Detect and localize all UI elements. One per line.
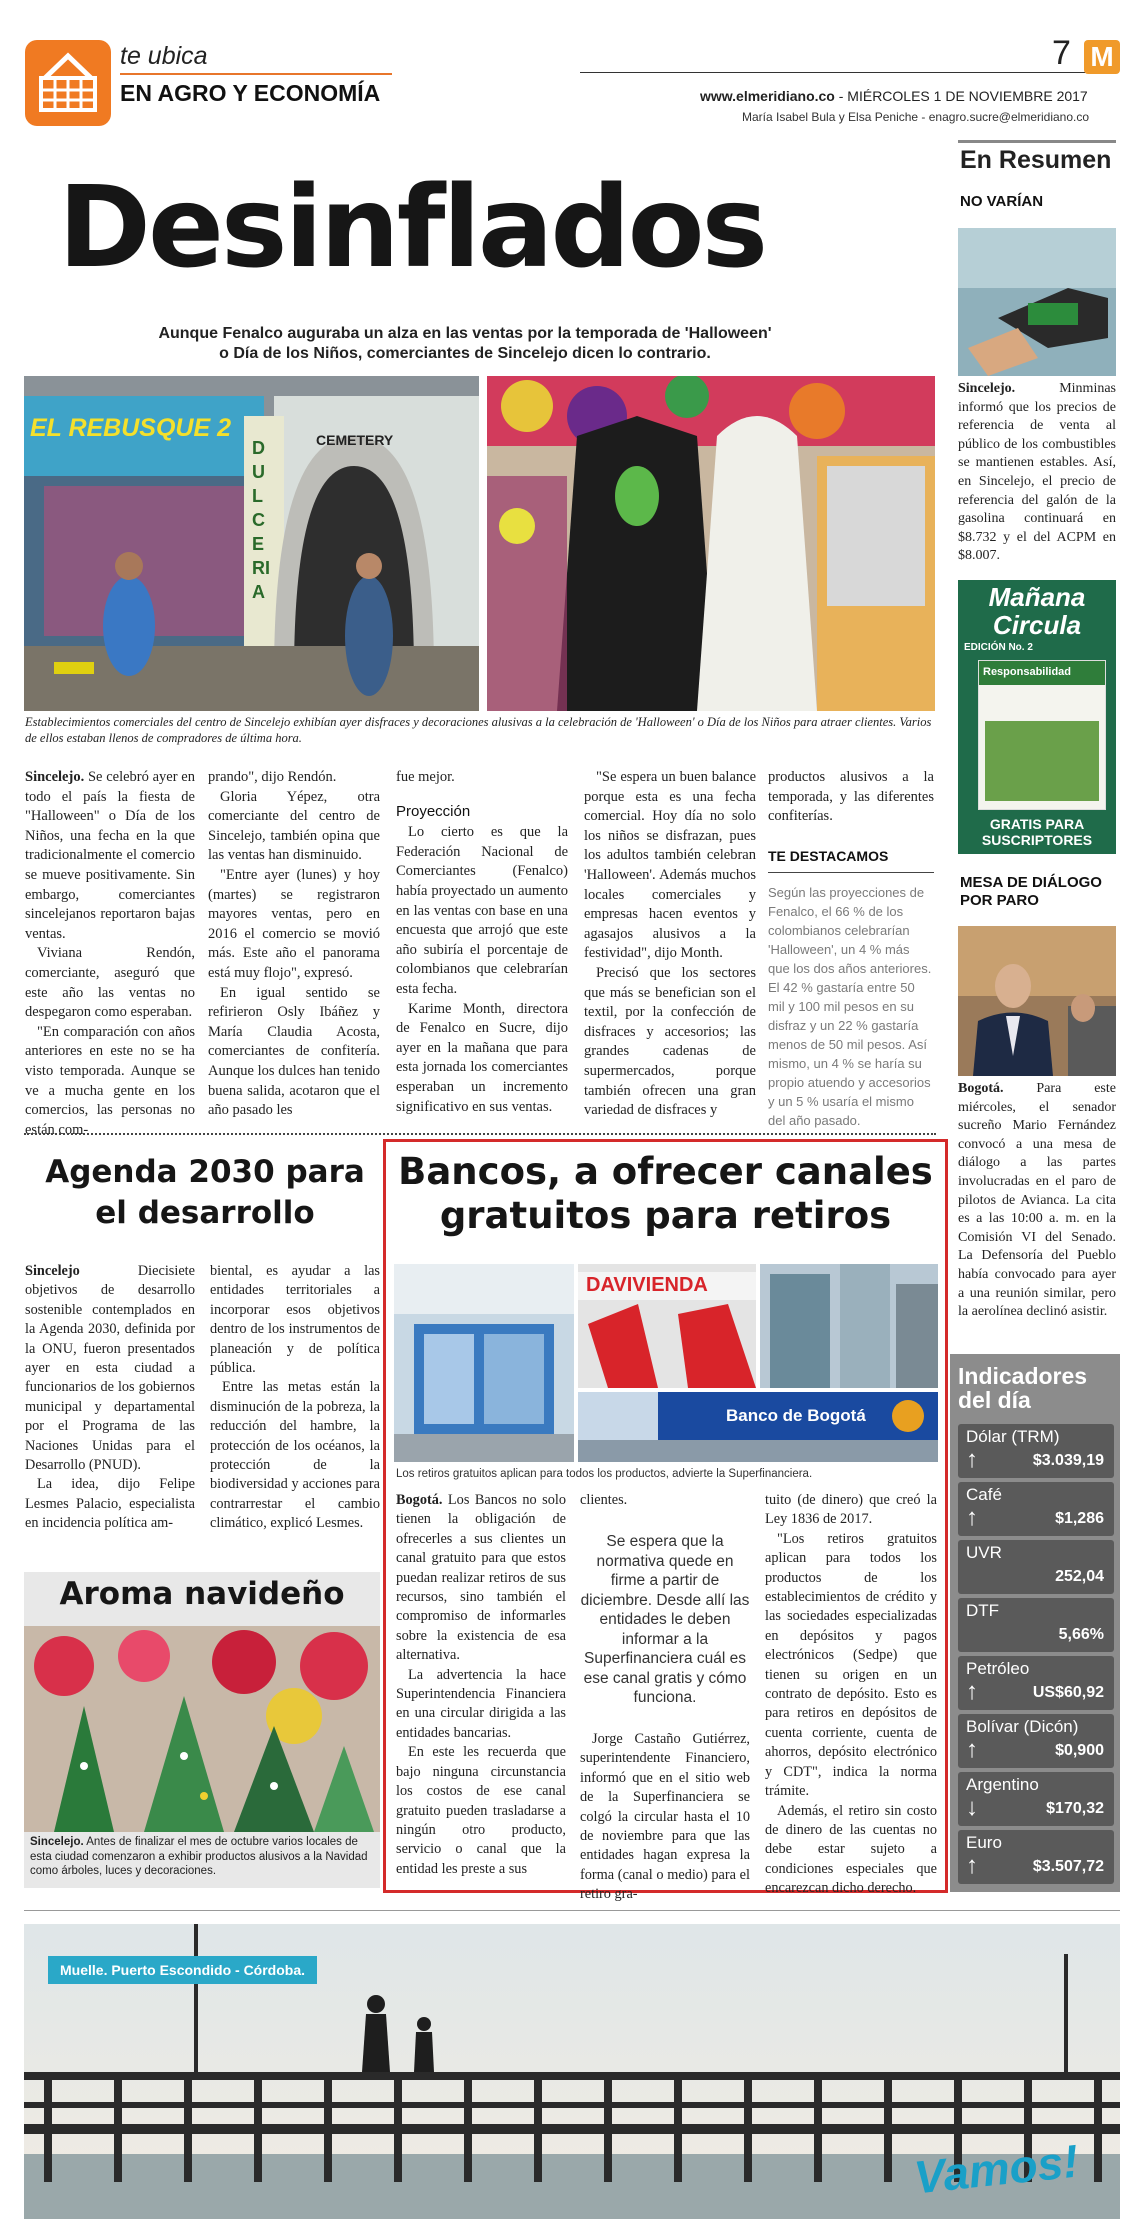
- sidebar-s2-text: [958, 1080, 1116, 1322]
- indicator-value: 5,66%: [1058, 1626, 1104, 1643]
- main-col2-p2: Gloria Yépez, otra comerciante del centro de Sincelejo, también opina que las ventas han disminuido.: [208, 788, 380, 864]
- main-col-2: [208, 768, 380, 1121]
- indicator-uvr: [958, 1540, 1114, 1594]
- main-dateline: Sincelejo.: [25, 769, 85, 785]
- main-col4-p1: "Se espera un buen balance porque esta es una fecha comercial. Hoy día no solo los niños se disfrazan, pues los adultos también celebran 'Halloween'. Además muchos locales comerciales y empresas hacen eventos y agasajos alusivos a la festividad", dijo Month.: [584, 769, 756, 962]
- main-col3-p1: fue mejor.: [396, 769, 455, 785]
- indicator-name: DTF: [966, 1601, 1000, 1620]
- agenda-c1b: La idea, dijo Felipe Lesmes Palacio, especialista en incidencia política am-: [25, 1476, 195, 1532]
- store-sign-vertical: DULCERIA: [252, 438, 270, 602]
- bancos-c3a: tuito (de dinero) que creó la Ley 1836 de 2017.: [765, 1492, 937, 1528]
- indicator-dolar: [958, 1424, 1114, 1478]
- indicator-value: 252,04: [1055, 1568, 1104, 1585]
- promo-title-1: Mañana: [988, 582, 1086, 612]
- bancos-photo-buildings: [760, 1264, 938, 1388]
- arrow-up-icon: ↑: [966, 1446, 978, 1473]
- bancos-caption: Los retiros gratuitos aplican para todos los productos, advierte la Superfinanciera.: [396, 1468, 813, 1480]
- bancos-col-2: [580, 1491, 750, 1905]
- main-col-4: [584, 768, 756, 1121]
- sidebar-photo-senator: [958, 926, 1116, 1076]
- promo-title-2: Circula: [992, 610, 1082, 640]
- promo-magazine-cover: [978, 660, 1106, 810]
- indicator-name: Café: [966, 1485, 1002, 1504]
- main-col3-p3: Karime Month, directora de Fenalco en Sucre, dijo ayer en la mañana que para esta jornada los comerciantes esperaban un incremento significativo en sus ventas.: [396, 1000, 568, 1115]
- sidebar-s1-lead: Sincelejo.: [958, 381, 1016, 396]
- indicator-dtf: [958, 1598, 1114, 1652]
- main-col2-p1: prando", dijo Rendón.: [208, 769, 337, 785]
- aroma-title: Aroma navideño: [59, 1576, 345, 1612]
- indicator-value: $3.507,72: [1032, 1858, 1104, 1875]
- authors: María Isabel Bula y Elsa Peniche - enagro.sucre@elmeridiano.co: [742, 110, 1090, 124]
- main-photo-costumes: [487, 376, 935, 711]
- te-destacamos-head: TE DESTACAMOS: [768, 847, 934, 874]
- sidebar-s1-text: [958, 380, 1116, 566]
- main-headline: Desinflados: [58, 163, 766, 293]
- banner-label: Muelle. Puerto Escondido - Córdoba.: [48, 1956, 317, 1984]
- main-col4-p2: Precisó que los sectores que más se benefician son el textil, por la confección de disfraces y accesorios; las grandes cadenas de supermercados, porque también ofrecen una gran variedad de disfraces y: [584, 964, 756, 1119]
- main-col2-p4: En igual sentido se refirieron Osly Ibáñez y María Claudia Acosta, comerciantes de confitería. Aunque los dulces han tenido buena salida, acotaron que el año pasado les: [208, 984, 380, 1119]
- main-col1-p3: "En comparación con años anteriores en este no se ha visto temporada. Aunque se ve a mucha gente en los comercios, las personas no están com-: [25, 1023, 195, 1138]
- main-col5-p1: productos alusivos a la temporada, y las diferentes confiterías.: [768, 769, 934, 825]
- bottom-rule: [24, 1910, 1120, 1911]
- section-divider: [120, 73, 392, 75]
- sidebar-s1-head: NO VARÍAN: [960, 193, 1044, 210]
- main-col2-p3: "Entre ayer (lunes) y hoy (martes) se registraron mayores ventas, pero en 2016 el comercio se movió más. Este año el panorama está muy flojo", expresó.: [208, 866, 380, 981]
- indicator-name: Bolívar (Dicón): [966, 1717, 1079, 1736]
- sidebar-photo-gas: [958, 228, 1116, 376]
- indicator-name: Euro: [966, 1833, 1002, 1852]
- page-number: 7: [1052, 34, 1071, 72]
- main-col-1: [25, 768, 195, 1140]
- indicator-cafe: [958, 1482, 1114, 1536]
- main-subhead: [25, 324, 905, 364]
- dateline: [700, 88, 1088, 104]
- promo-box[interactable]: [958, 580, 1116, 854]
- main-col1-p2: Viviana Rendón, comerciante, aseguró que este año las ventas no despegaron como esperaban.: [25, 945, 195, 1021]
- bancos-title-2: gratuitos para retiros: [439, 1194, 892, 1237]
- indicator-name: Petróleo: [966, 1659, 1030, 1678]
- promo-cover-image: [985, 721, 1099, 801]
- newspaper-logo-letter: M: [1090, 41, 1114, 72]
- indicator-name: Argentino: [966, 1775, 1039, 1794]
- agenda-col-1: [25, 1262, 195, 1534]
- sidebar-s2-body: Para este miércoles, el senador sucreño Mario Fernández convocó a una mesa de diálogo a las partes involucradas en el paro de pilotos de Avianca. La cita es a las 10:00 a. m. en la Comisión VI del Senado. La Defensoría del Pueblo había convocado para ayer a una reunión similar, pero la aerolínea declinó asistir.: [958, 1081, 1116, 1320]
- davivienda-sign: DAVIVIENDA: [586, 1274, 708, 1296]
- indicator-euro: [958, 1830, 1114, 1884]
- bancos-c2b: Jorge Castaño Gutiérrez, superintendente Financiero, informó que en el sitio web de la Superfinanciera se colgó la circular hasta el 10 de noviembre para que las entidades hagan expresa la forma (canal o medio) para el retiro gra-: [580, 1730, 750, 1903]
- sidebar-s2-head: MESA DE DIÁLOGO POR PARO: [960, 874, 1102, 909]
- banner-photo-pier: [24, 1924, 1120, 2219]
- indicator-bolivar: [958, 1714, 1114, 1768]
- aroma-caption-body: Antes de finalizar el mes de octubre varios locales de esta ciudad comenzaron a exhibir productos alusivos a la Navidad como árboles, luces y decoraciones.: [30, 1836, 368, 1877]
- arrow-up-icon: ↑: [966, 1504, 978, 1531]
- sidebar-s2-lead: Bogotá.: [958, 1081, 1004, 1096]
- bancos-photo-bogota: [578, 1392, 938, 1462]
- bancos-col-3: [765, 1491, 937, 1899]
- main-photo-caption: Establecimientos comerciales del centro de Sincelejo exhibían ayer disfraces y decoraciones alusivas a la celebración de 'Halloween' o Día de los Niños para atraer clientes. Varios de ellos estaban llenos de compradores de última hora.: [25, 715, 932, 745]
- te-destacamos-text: Según las proyecciones de Fenalco, el 66 % de los colombianos celebrarían 'Halloween', un 4 % más que los dos años anteriores. El 42 % gastaría entre 50 mil y 100 mil pesos en su disfraz y un 22 % gastaría menos de 50 mil pesos. Así mismo, un 4 % se haría su propio atuendo y accesorios y un 5 % usaría el mismo del año pasado.: [768, 885, 932, 1129]
- main-subhead-line1: Aunque Fenalco auguraba un alza en las ventas por la temporada de 'Halloween': [158, 325, 772, 342]
- date: - MIÉRCOLES 1 DE NOVIEMBRE 2017: [834, 88, 1088, 104]
- agenda-title-2: el desarrollo: [95, 1195, 315, 1231]
- store-sign: EL REBUSQUE 2: [30, 414, 231, 442]
- sidebar-top-rule: [958, 140, 1116, 143]
- indicator-name: UVR: [966, 1543, 1002, 1562]
- agenda-c2b: Entre las metas están la disminución de la pobreza, la reducción del hambre, la protección de los océanos, la protección de la biodiversidad y acciones para contrarrestar el cambio climático, explicó Lesmes.: [210, 1379, 380, 1532]
- main-subhead-line2: o Día de los Niños, comerciantes de Sincelejo dicen lo contrario.: [219, 345, 711, 362]
- agenda-c1: Diecisiete objetivos de desarrollo sostenible contemplados en la Agenda 2030, definida por la ONU, fueron presentados ayer en esta ciudad a funcionarios de los gobiernos municipal y departamental por el Programa de las Naciones Unidas para el Desarrollo (PNUD).: [25, 1263, 195, 1474]
- indicator-name: Dólar (TRM): [966, 1427, 1060, 1446]
- indicators-title-2: del día: [958, 1387, 1031, 1413]
- sidebar-title: En Resumen: [960, 146, 1112, 174]
- store-sign-arch: CEMETERY: [316, 432, 394, 448]
- aroma-caption: [30, 1835, 376, 1879]
- indicator-value: US$60,92: [1032, 1684, 1104, 1701]
- bancos-c1c: En este les recuerda que bajo ninguna circunstancia los costos de ese canal gratuito pueden trasladarse a ningún otro producto, servicio o canal que la entidad les preste a sus: [396, 1744, 566, 1877]
- indicator-value: $170,32: [1046, 1800, 1104, 1817]
- aroma-photo: [24, 1626, 380, 1832]
- bancos-dateline: Bogotá.: [396, 1492, 443, 1508]
- main-col1-p1: Se celebró ayer en todo el país la fiesta de "Halloween" o Día de los Niños, una fecha en la que tradicionalmente el comercio se mueve positivamente. Sin embargo, comerciantes sincelejanos reportaron bajas ventas.: [25, 769, 195, 942]
- agenda-c2: biental, es ayudar a las entidades territoriales a incorporar esos objetivos dentro de los instrumentos de planeación y de política pública.: [210, 1263, 380, 1377]
- banner-logo: Vamos!: [911, 2134, 1081, 2204]
- main-col3-p2: Lo cierto es que la Federación Nacional de Comerciantes (Fenalco) había proyectado un aumento en las ventas con base en una encuesta que arrojó que este año subiría el porcentaje de colombianos que celebrarían esta fecha.: [396, 824, 568, 997]
- aroma-caption-lead: Sincelejo.: [30, 1836, 84, 1848]
- indicators-title-1: Indicadores: [958, 1363, 1088, 1389]
- bancos-c2a: clientes.: [580, 1492, 628, 1508]
- indicator-value: $0,900: [1055, 1742, 1104, 1759]
- bancos-c1: Los Bancos no solo tienen la obligación de ofrecerles a sus clientes un canal gratuito para que estos puedan realizar retiros de sus recursos, sino también el compromiso de informarles sobre la existencia de esa alternativa.: [396, 1492, 566, 1664]
- promo-footer: GRATIS PARA SUSCRIPTORES: [981, 816, 1093, 848]
- bogota-sign: Banco de Bogotá: [726, 1406, 866, 1425]
- section-logo-icon: [25, 40, 111, 126]
- indicator-value: $3.039,19: [1032, 1452, 1104, 1469]
- agenda-dateline: Sincelejo: [25, 1263, 80, 1279]
- bancos-title: [388, 1150, 943, 1238]
- newspaper-logo: [1084, 40, 1120, 74]
- bancos-photo-davivienda: [578, 1264, 756, 1388]
- agenda-title: [25, 1152, 385, 1234]
- agenda-title-1: Agenda 2030 para: [45, 1154, 365, 1190]
- indicators-title: [958, 1364, 1087, 1412]
- promo-edition: EDICIÓN No. 2: [964, 642, 1033, 653]
- indicator-argentino: [958, 1772, 1114, 1826]
- arrow-up-icon: ↑: [966, 1852, 978, 1879]
- header-rule: [580, 72, 1100, 73]
- main-photo-storefront: [24, 376, 479, 711]
- indicator-value: $1,286: [1055, 1510, 1104, 1527]
- bancos-col-1: [396, 1491, 566, 1879]
- arrow-up-icon: ↑: [966, 1736, 978, 1763]
- section-separator: [24, 1133, 936, 1135]
- indicator-petroleo: [958, 1656, 1114, 1710]
- section-tagline: te ubica: [120, 42, 208, 70]
- agenda-col-2: [210, 1262, 380, 1534]
- bancos-c1b: La advertencia la hace Superintendencia Financiera en una circular dirigida a las entidades bancarias.: [396, 1666, 566, 1741]
- main-col-5: [768, 768, 934, 1130]
- bancos-c3b: "Los retiros gratuitos aplican para todos los productos de los establecimientos de crédito y las sociedades especializadas en depósitos y pagos electrónicos (Sedpe) que tienen su origen en un contrato de depósito. Esto es para retiros en depósitos de cuenta corriente, cuenta de ahorros, depósito electrónico y CDT", indica la norma trámite.: [765, 1530, 937, 1800]
- bancos-photo-branch: [394, 1264, 574, 1462]
- main-subhead-proyeccion: Proyección: [396, 802, 471, 820]
- section-title: EN AGRO Y ECONOMÍA: [120, 80, 381, 106]
- promo-cover-title: Responsabilidad: [983, 666, 1072, 678]
- arrow-down-icon: ↓: [966, 1794, 978, 1821]
- sidebar-s1-body: Minminas informó que los precios de referencia de venta al público de los combustibles se mantienen estables. Así, en Sincelejo, el precio de referencia del galón de la gasolina continuará en $8.732 y el del ACPM en $8.007.: [958, 381, 1116, 564]
- website: www.elmeridiano.co: [700, 88, 835, 104]
- arrow-up-icon: ↑: [966, 1678, 978, 1705]
- bancos-c3c: Además, el retiro sin costo de dinero de las cuentas no debe estar sujeto a condiciones especiales que encarezcan dicho derecho.: [765, 1802, 937, 1897]
- bancos-title-1: Bancos, a ofrecer canales: [398, 1150, 933, 1193]
- bancos-pull-quote: Se espera que la normativa quede en firme a partir de diciembre. Desde allí las entidades le deben informar a la Superfinanciera cuál es ese canal gratis y cómo funciona.: [580, 1533, 750, 1707]
- main-col-3: [396, 768, 568, 1117]
